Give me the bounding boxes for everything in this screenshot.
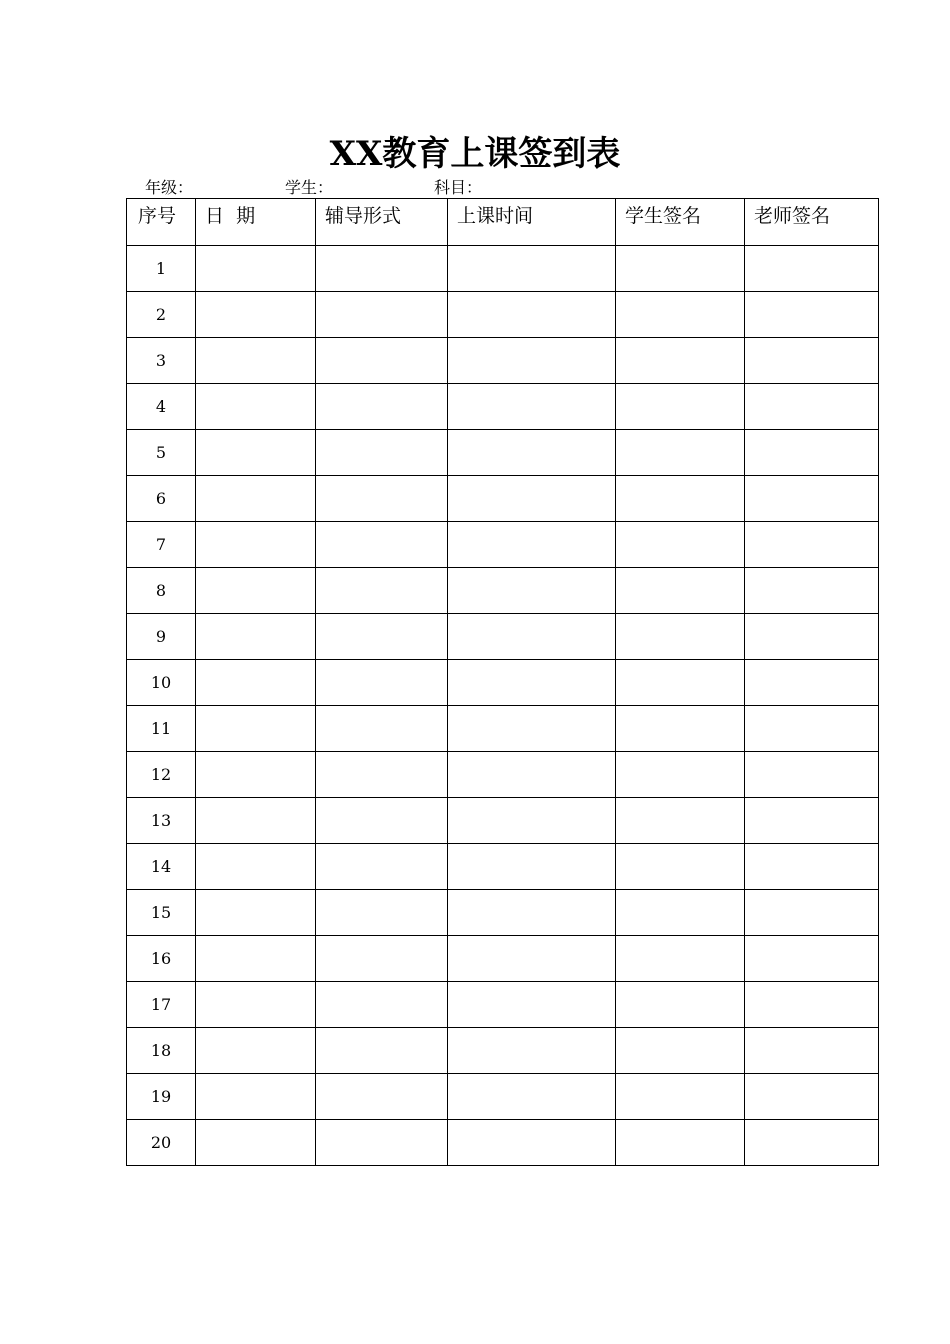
row-number: 5	[127, 430, 196, 476]
row-number: 19	[127, 1074, 196, 1120]
class-time-cell[interactable]	[448, 430, 616, 476]
header-teacher-signature: 老师签名	[745, 199, 879, 246]
student-signature-cell[interactable]	[616, 384, 745, 430]
table-row	[127, 384, 879, 430]
header-tutoring-type: 辅导形式	[316, 199, 448, 246]
tutoring-type-cell[interactable]	[316, 706, 448, 752]
student-signature-cell[interactable]	[616, 568, 745, 614]
student-signature-cell[interactable]	[616, 982, 745, 1028]
class-time-cell[interactable]	[448, 936, 616, 982]
student-signature-cell[interactable]	[616, 522, 745, 568]
header-student-signature: 学生签名	[616, 199, 745, 246]
date-cell[interactable]	[196, 246, 316, 292]
row-number: 1	[127, 246, 196, 292]
table-row	[127, 844, 879, 890]
date-cell[interactable]	[196, 706, 316, 752]
table-row	[127, 982, 879, 1028]
class-time-cell[interactable]	[448, 246, 616, 292]
teacher-signature-cell[interactable]	[745, 752, 879, 798]
table-row	[127, 936, 879, 982]
grade-label: 年级：	[145, 178, 194, 197]
tutoring-type-cell[interactable]	[316, 936, 448, 982]
date-cell[interactable]	[196, 1120, 316, 1166]
row-number: 14	[127, 844, 196, 890]
tutoring-type-cell[interactable]	[316, 430, 448, 476]
student-signature-cell[interactable]	[616, 1028, 745, 1074]
tutoring-type-cell[interactable]	[316, 890, 448, 936]
tutoring-type-cell[interactable]	[316, 660, 448, 706]
teacher-signature-cell[interactable]	[745, 982, 879, 1028]
row-number: 10	[127, 660, 196, 706]
table-row	[127, 338, 879, 384]
student-signature-cell[interactable]	[616, 1074, 745, 1120]
class-time-cell[interactable]	[448, 844, 616, 890]
date-cell[interactable]	[196, 384, 316, 430]
teacher-signature-cell[interactable]	[745, 614, 879, 660]
date-cell[interactable]	[196, 430, 316, 476]
class-time-cell[interactable]	[448, 522, 616, 568]
teacher-signature-cell[interactable]	[745, 844, 879, 890]
row-number: 3	[127, 338, 196, 384]
tutoring-type-cell[interactable]	[316, 1120, 448, 1166]
student-signature-cell[interactable]	[616, 430, 745, 476]
table-row	[127, 890, 879, 936]
student-signature-cell[interactable]	[616, 292, 745, 338]
table-header-row	[127, 199, 879, 246]
table-row	[127, 430, 879, 476]
page-title: XX教育上课签到表	[329, 134, 621, 174]
row-number: 9	[127, 614, 196, 660]
table-row	[127, 522, 879, 568]
date-cell[interactable]	[196, 982, 316, 1028]
tutoring-type-cell[interactable]	[316, 568, 448, 614]
row-number: 13	[127, 798, 196, 844]
date-cell[interactable]	[196, 476, 316, 522]
table-row	[127, 660, 879, 706]
teacher-signature-cell[interactable]	[745, 430, 879, 476]
student-signature-cell[interactable]	[616, 798, 745, 844]
date-cell[interactable]	[196, 890, 316, 936]
table-row	[127, 798, 879, 844]
row-number: 16	[127, 936, 196, 982]
student-signature-cell[interactable]	[616, 706, 745, 752]
subject-label: 科目：	[434, 178, 483, 197]
row-number: 6	[127, 476, 196, 522]
tutoring-type-cell[interactable]	[316, 292, 448, 338]
date-cell[interactable]	[196, 660, 316, 706]
table-body	[127, 246, 879, 1166]
class-time-cell[interactable]	[448, 1120, 616, 1166]
date-cell[interactable]	[196, 1028, 316, 1074]
class-time-cell[interactable]	[448, 568, 616, 614]
student-signature-cell[interactable]	[616, 936, 745, 982]
class-time-cell[interactable]	[448, 1074, 616, 1120]
date-cell[interactable]	[196, 798, 316, 844]
table-row	[127, 1028, 879, 1074]
teacher-signature-cell[interactable]	[745, 384, 879, 430]
row-number: 17	[127, 982, 196, 1028]
student-signature-cell[interactable]	[616, 844, 745, 890]
teacher-signature-cell[interactable]	[745, 338, 879, 384]
row-number: 15	[127, 890, 196, 936]
teacher-signature-cell[interactable]	[745, 936, 879, 982]
tutoring-type-cell[interactable]	[316, 246, 448, 292]
class-time-cell[interactable]	[448, 338, 616, 384]
header-date: 日 期	[196, 199, 316, 246]
tutoring-type-cell[interactable]	[316, 338, 448, 384]
date-cell[interactable]	[196, 568, 316, 614]
row-number: 18	[127, 1028, 196, 1074]
student-signature-cell[interactable]	[616, 660, 745, 706]
student-signature-cell[interactable]	[616, 890, 745, 936]
header-class-time: 上课时间	[448, 199, 616, 246]
tutoring-type-cell[interactable]	[316, 1074, 448, 1120]
tutoring-type-cell[interactable]	[316, 982, 448, 1028]
class-time-cell[interactable]	[448, 798, 616, 844]
date-cell[interactable]	[196, 844, 316, 890]
table-row	[127, 1074, 879, 1120]
student-signature-cell[interactable]	[616, 476, 745, 522]
tutoring-type-cell[interactable]	[316, 384, 448, 430]
date-cell[interactable]	[196, 1074, 316, 1120]
teacher-signature-cell[interactable]	[745, 798, 879, 844]
row-number: 8	[127, 568, 196, 614]
class-time-cell[interactable]	[448, 982, 616, 1028]
student-signature-cell[interactable]	[616, 338, 745, 384]
student-signature-cell[interactable]	[616, 614, 745, 660]
class-time-cell[interactable]	[448, 890, 616, 936]
teacher-signature-cell[interactable]	[745, 1028, 879, 1074]
teacher-signature-cell[interactable]	[745, 1074, 879, 1120]
class-time-cell[interactable]	[448, 292, 616, 338]
tutoring-type-cell[interactable]	[316, 614, 448, 660]
class-time-cell[interactable]	[448, 660, 616, 706]
date-cell[interactable]	[196, 338, 316, 384]
row-number: 12	[127, 752, 196, 798]
tutoring-type-cell[interactable]	[316, 476, 448, 522]
sign-in-table	[126, 198, 879, 1166]
student-signature-cell[interactable]	[616, 1120, 745, 1166]
table-row	[127, 292, 879, 338]
table-row	[127, 614, 879, 660]
date-cell[interactable]	[196, 292, 316, 338]
date-cell[interactable]	[196, 522, 316, 568]
table-row	[127, 706, 879, 752]
tutoring-type-cell[interactable]	[316, 798, 448, 844]
teacher-signature-cell[interactable]	[745, 890, 879, 936]
class-time-cell[interactable]	[448, 752, 616, 798]
table-row	[127, 246, 879, 292]
teacher-signature-cell[interactable]	[745, 476, 879, 522]
date-cell[interactable]	[196, 614, 316, 660]
tutoring-type-cell[interactable]	[316, 1028, 448, 1074]
class-time-cell[interactable]	[448, 1028, 616, 1074]
teacher-signature-cell[interactable]	[745, 522, 879, 568]
teacher-signature-cell[interactable]	[745, 246, 879, 292]
teacher-signature-cell[interactable]	[745, 292, 879, 338]
date-cell[interactable]	[196, 936, 316, 982]
row-number: 7	[127, 522, 196, 568]
student-label: 学生：	[285, 178, 334, 197]
table-row	[127, 476, 879, 522]
row-number: 11	[127, 706, 196, 752]
table-row	[127, 1120, 879, 1166]
class-time-cell[interactable]	[448, 384, 616, 430]
teacher-signature-cell[interactable]	[745, 1120, 879, 1166]
tutoring-type-cell[interactable]	[316, 752, 448, 798]
teacher-signature-cell[interactable]	[745, 568, 879, 614]
row-number: 20	[127, 1120, 196, 1166]
class-time-cell[interactable]	[448, 476, 616, 522]
table-row	[127, 752, 879, 798]
student-signature-cell[interactable]	[616, 246, 745, 292]
header-seq: 序号	[127, 199, 196, 246]
class-time-cell[interactable]	[448, 614, 616, 660]
class-time-cell[interactable]	[448, 706, 616, 752]
teacher-signature-cell[interactable]	[745, 660, 879, 706]
teacher-signature-cell[interactable]	[745, 706, 879, 752]
student-signature-cell[interactable]	[616, 752, 745, 798]
row-number: 4	[127, 384, 196, 430]
tutoring-type-cell[interactable]	[316, 522, 448, 568]
date-cell[interactable]	[196, 752, 316, 798]
tutoring-type-cell[interactable]	[316, 844, 448, 890]
table-row	[127, 568, 879, 614]
row-number: 2	[127, 292, 196, 338]
